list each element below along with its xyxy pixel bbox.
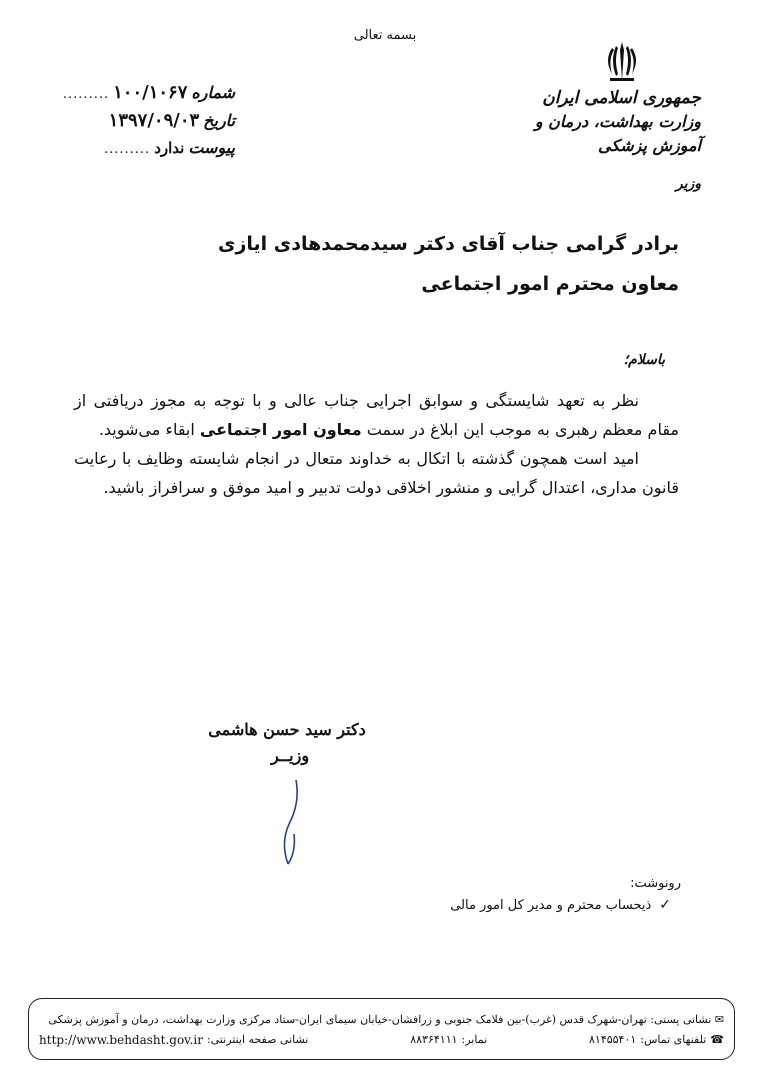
number-row [60,82,235,110]
ministry-block [511,86,701,196]
handwritten-signature-icon [266,772,326,872]
body-p1-position: معاون امور اجتماعی [199,420,362,439]
fax-label: نمابر: [461,1033,488,1046]
addressee-block [218,224,679,304]
body-p1-text-a: نظر به تعهد شایستگی و سوابق اجرایی جناب عالی و با توجه به مجوز دریافتی از مقام معظم رهبری به موجب این ابلاغ در سمت [74,391,679,439]
attachment-dots: ......... [103,142,151,157]
country-name: جمهوری اسلامی ایران [542,88,701,108]
greeting: باسلام؛ [623,352,665,368]
signatory-title: وزیــر [270,746,310,765]
number-label: شماره [191,83,235,102]
addressee-name: برادر گرامی جناب آقای دکتر سیدمحمدهادی ایازی [218,233,679,255]
cc-label: رونوشت: [630,876,681,891]
phone-label: تلفنهای تماس: [640,1033,707,1046]
footer-web [39,1033,308,1047]
footer-contacts-row [39,1033,724,1047]
date-row [60,110,235,138]
attachment-label: پیوست [188,138,235,157]
footer-fax [410,1033,487,1047]
number-dots: ......... [62,87,110,102]
footer-address [48,1013,724,1026]
letter-body [74,386,679,502]
number-value: ۱۰۰/۱۰۶۷ [113,82,188,103]
footer-phone [589,1033,724,1047]
envelope-icon: ✉ [714,1013,724,1026]
footer-address-text: نشانی پستی: تهران-شهرک قدس (غرب)-بین فلامک جنوبی و زرافشان-خیابان سیمای ایران-ستاد مرکزی وزارت بهداشت، درمان و آموزش پزشکی [48,1013,712,1026]
date-value: ۱۳۹۷/۰۹/۰۳ [108,110,200,131]
attachment-value: ندارد [154,139,185,157]
footer-contact-box [28,998,735,1060]
letter-meta [60,82,235,166]
date-label: تاریخ [203,111,235,130]
web-label: نشانی صفحه اینترنتی: [206,1033,309,1046]
addressee-position: معاون محترم امور اجتماعی [421,273,679,295]
body-paragraph-1 [74,386,679,444]
phone-number: ۸۱۴۵۵۴۰۱ [589,1033,637,1046]
iran-emblem-icon [598,40,646,84]
check-icon: ✓ [659,897,671,913]
ministry-name: وزارت بهداشت، درمان و آموزش پزشکی [534,112,701,155]
cc-recipient: ذیحساب محترم و مدیر کل امور مالی [450,897,652,913]
attachment-row [60,138,235,166]
basmala-heading: بسمه تعالی [353,28,417,43]
fax-number: ۸۸۳۶۴۱۱۱ [410,1033,458,1046]
signatory-name: دکتر سید حسن هاشمی [208,720,366,739]
cc-list-item [450,897,671,913]
phone-icon: ☎ [710,1033,724,1046]
body-p1-text-b: ابقاء می‌شوید. [98,420,200,439]
body-paragraph-2: امید است همچون گذشته با اتکال به خداوند متعال در انجام شایسته وظایف با رعایت قانون مداری، اعتدال گرایی و منشور اخلاقی دولت تدبیر و امید موفق و سرافراز باشید. [74,449,679,497]
office-title: وزیر [675,176,701,192]
website-link[interactable]: http://www.behdasht.gov.ir [39,1033,203,1047]
